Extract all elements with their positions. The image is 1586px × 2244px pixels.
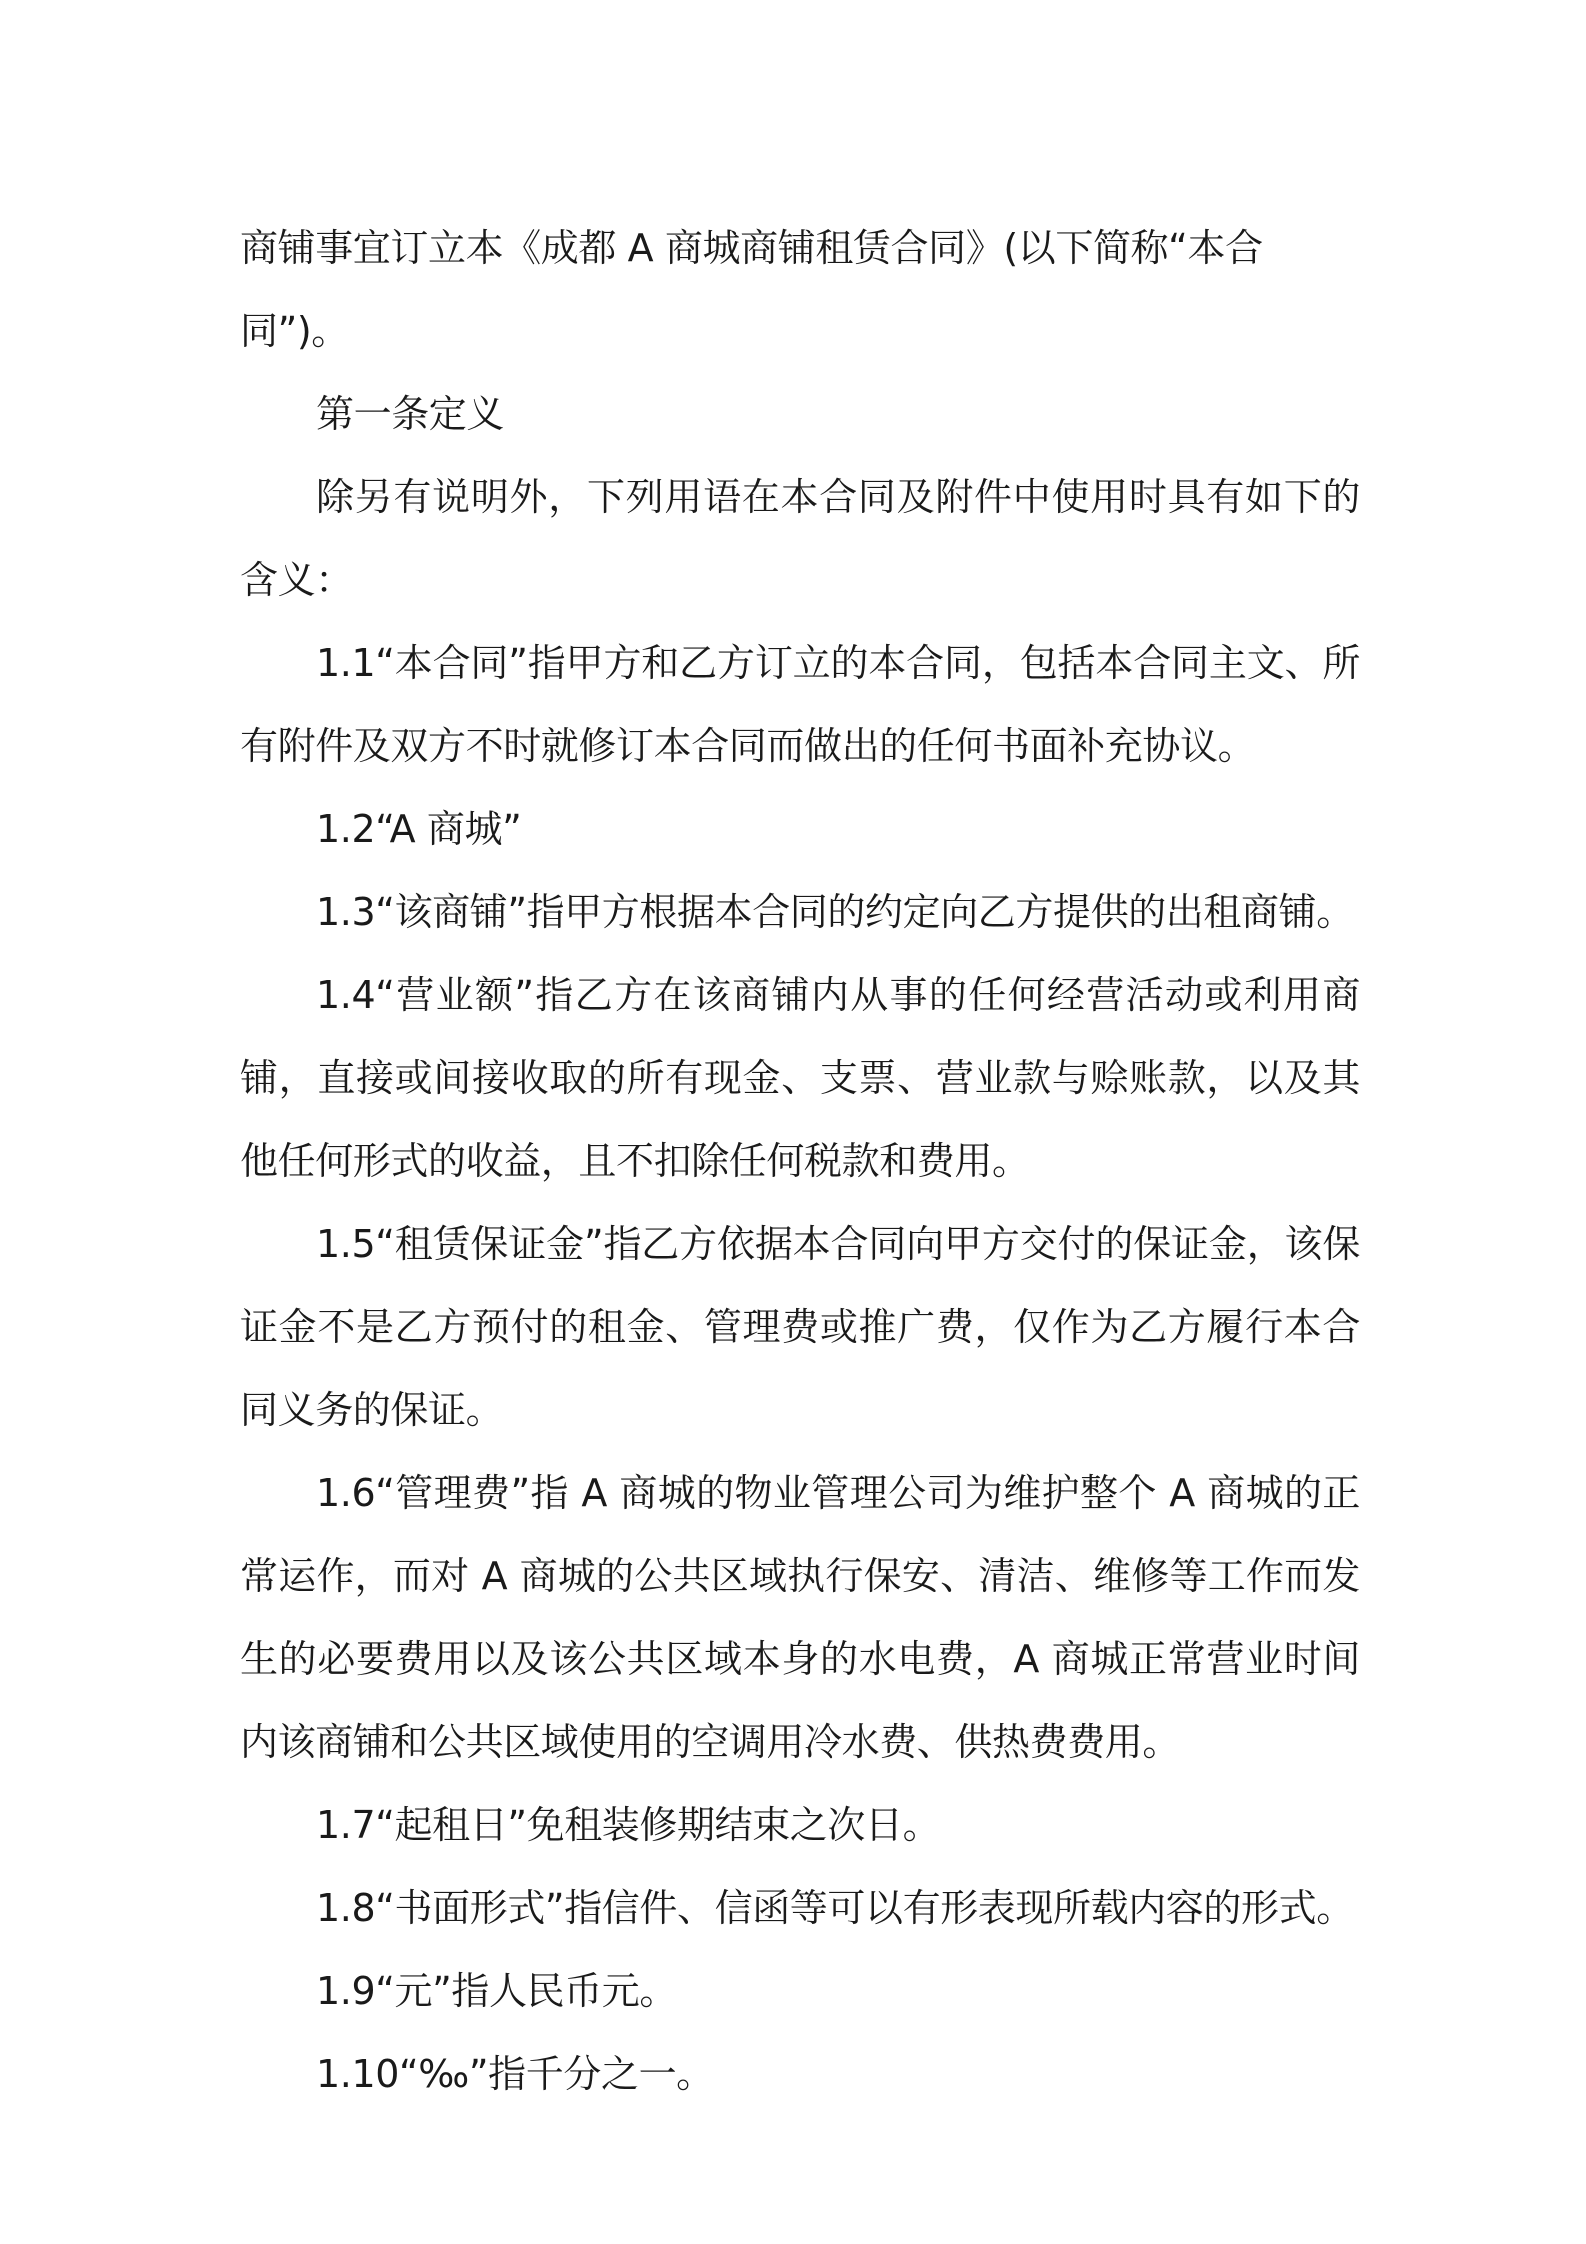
clause-1-5: 1.5“租赁保证金”指乙方依据本合同向甲方交付的保证金，该保证金不是乙方预付的租金、管理费或推广费，仅作为乙方履行本合同义务的保证。	[240, 1222, 1360, 1432]
clause-1-10: 1.10“‰”指千分之一。	[316, 2052, 714, 2096]
clause-1-3: 1.3“该商铺”指甲方根据本合同的约定向乙方提供的出租商铺。	[316, 890, 1354, 934]
clause-1-4: 1.4“营业额”指乙方在该商铺内从事的任何经营活动或利用商铺，直接或间接收取的所有现金、支票、营业款与赊账款，以及其他任何形式的收益，且不扣除任何税款和费用。	[240, 973, 1360, 1183]
clause-1-1: 1.1“本合同”指甲方和乙方订立的本合同，包括本合同主文、所有附件及双方不时就修订本合同而做出的任何书面补充协议。	[240, 641, 1360, 768]
paragraph-preamble-end: 商铺事宜订立本《成都 A 商城商铺租赁合同》(以下简称“本合同”)。	[240, 226, 1263, 353]
clause-1-2: 1.2“A 商城”	[316, 807, 522, 851]
clause-1-7: 1.7“起租日”免租装修期结束之次日。	[316, 1803, 941, 1847]
paragraph-definitions-intro: 除另有说明外，下列用语在本合同及附件中使用时具有如下的含义：	[240, 475, 1360, 602]
section-heading-definitions: 第一条定义	[316, 392, 505, 436]
document-body	[240, 207, 1360, 2116]
clause-1-8: 1.8“书面形式”指信件、信函等可以有形表现所载内容的形式。	[316, 1886, 1354, 1930]
clause-1-9: 1.9“元”指人民币元。	[316, 1969, 678, 2013]
clause-1-6: 1.6“管理费”指 A 商城的物业管理公司为维护整个 A 商城的正常运作，而对 A 商城的公共区域执行保安、清洁、维修等工作而发生的必要费用以及该公共区域本身的水电费，A 商城正常营业时间内该商铺和公共区域使用的空调用冷水费、供热费费用。	[240, 1471, 1360, 1764]
